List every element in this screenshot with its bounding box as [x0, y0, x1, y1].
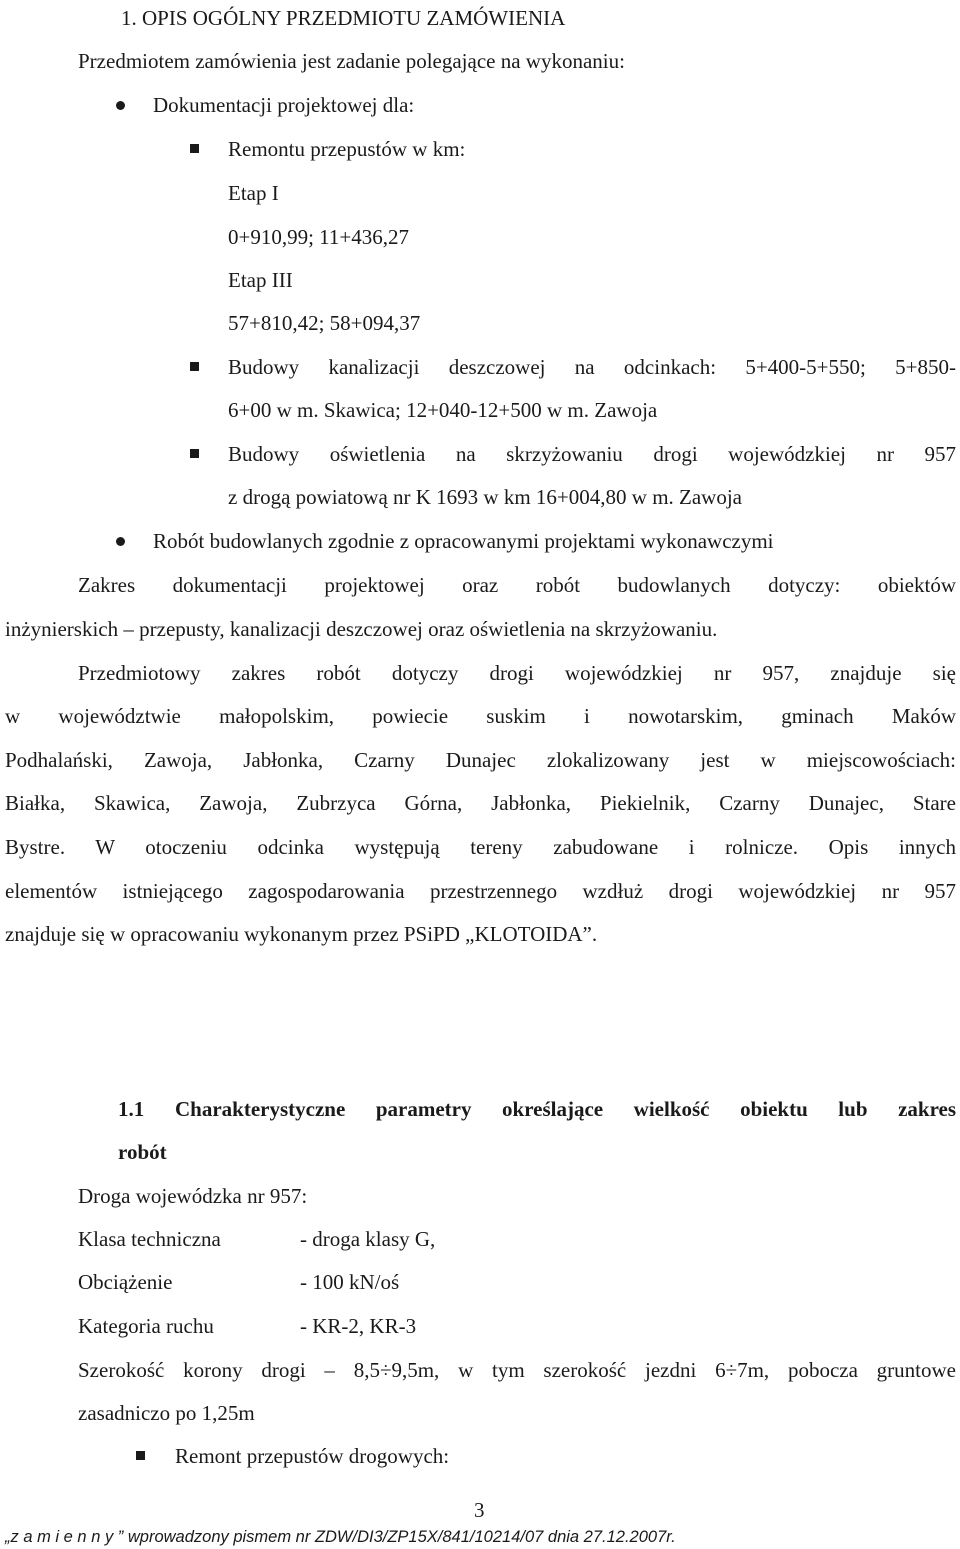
scope-line1: Zakres dokumentacji projektowej oraz robót budowlanych dotyczy: obiektów [78, 573, 956, 597]
etap1-km: 0+910,99; 11+436,27 [228, 225, 409, 249]
para-line: Podhalański, Zawoja, Jabłonka, Czarny Dunajec zlokalizowany jest w miejscowościach: [5, 748, 956, 772]
sub-item-drainage-line2: 6+00 w m. Skawica; 12+040-12+500 w m. Zawoja [228, 398, 658, 422]
sub-item-drainage-line1: Budowy kanalizacji deszczowej na odcinkach: 5+400-5+550; 5+850- [228, 355, 956, 379]
para-line: Przedmiotowy zakres robót dotyczy drogi wojewódzkiej nr 957, znajduje się [78, 661, 956, 685]
square-bullet-icon [190, 362, 199, 371]
para-line: Białka, Skawica, Zawoja, Zubrzyca Górna, Jabłonka, Piekielnik, Czarny Dunajec, Stare [5, 791, 956, 815]
etap1-label: Etap I [228, 181, 279, 205]
footer-note: „z a m i e n n y ” wprowadzony pismem nr ZDW/DI3/ZP15X/841/10214/07 dnia 27.12.2007r. [5, 1528, 676, 1546]
square-bullet-icon [190, 144, 199, 153]
bullet-dot-icon [116, 537, 125, 546]
road-width-line1: Szerokość korony drogi – 8,5÷9,5m, w tym szerokość jezdni 6÷7m, pobocza gruntowe [78, 1358, 956, 1382]
intro-text: Przedmiotem zamówienia jest zadanie polegające na wykonaniu: [78, 49, 625, 73]
bullet-dot-icon [116, 101, 125, 110]
sub-item-lighting-line1: Budowy oświetlenia na skrzyżowaniu drogi wojewódzkiej nr 957 [228, 442, 956, 466]
para-line: w województwie małopolskim, powiecie suskim i nowotarskim, gminach Maków [5, 704, 956, 728]
section-heading: 1. OPIS OGÓLNY PRZEDMIOTU ZAMÓWIENIA [121, 6, 566, 30]
para-line: elementów istniejącego zagospodarowania przestrzennego wzdłuż drogi wojewódzkiej nr 957 [5, 879, 956, 903]
param-value: - KR-2, KR-3 [300, 1314, 417, 1338]
sub-item-culverts: Remontu przepustów w km: [228, 137, 466, 161]
para-line: Bystre. W otoczeniu odcinka występują tereny zabudowane i rolnicze. Opis innych [5, 835, 956, 859]
etap3-label: Etap III [228, 268, 293, 292]
subsection-title-line1: Charakterystyczne parametry określające wielkość obiektu lub zakres [175, 1097, 956, 1121]
subsection-title-line2: robót [118, 1140, 167, 1164]
subsection-number: 1.1 [118, 1097, 145, 1121]
sub-item-lighting-line2: z drogą powiatową nr K 1693 w km 16+004,80 w m. Zawoja [228, 485, 742, 509]
param-value: - 100 kN/oś [300, 1270, 400, 1294]
square-bullet-icon [136, 1451, 145, 1460]
param-label: Klasa techniczna [78, 1227, 221, 1251]
road-label: Droga wojewódzka nr 957: [78, 1184, 308, 1208]
bullet-construction: Robót budowlanych zgodnie z opracowanymi projektami wykonawczymi [153, 529, 774, 553]
scope-line2: inżynierskich – przepusty, kanalizacji deszczowej oraz oświetlenia na skrzyżowaniu. [5, 617, 718, 641]
square-bullet-icon [190, 449, 199, 458]
param-value: - droga klasy G, [300, 1227, 436, 1251]
para-line-last: znajduje się w opracowaniu wykonanym przez PSiPD „KLOTOIDA”. [5, 922, 598, 946]
road-width-line2: zasadniczo po 1,25m [78, 1401, 255, 1425]
culvert-repair-item: Remont przepustów drogowych: [175, 1444, 450, 1468]
page-number: 3 [474, 1498, 485, 1522]
param-label: Kategoria ruchu [78, 1314, 214, 1338]
param-label: Obciążenie [78, 1270, 173, 1294]
bullet-documentation: Dokumentacji projektowej dla: [153, 93, 415, 117]
etap3-km: 57+810,42; 58+094,37 [228, 311, 421, 335]
